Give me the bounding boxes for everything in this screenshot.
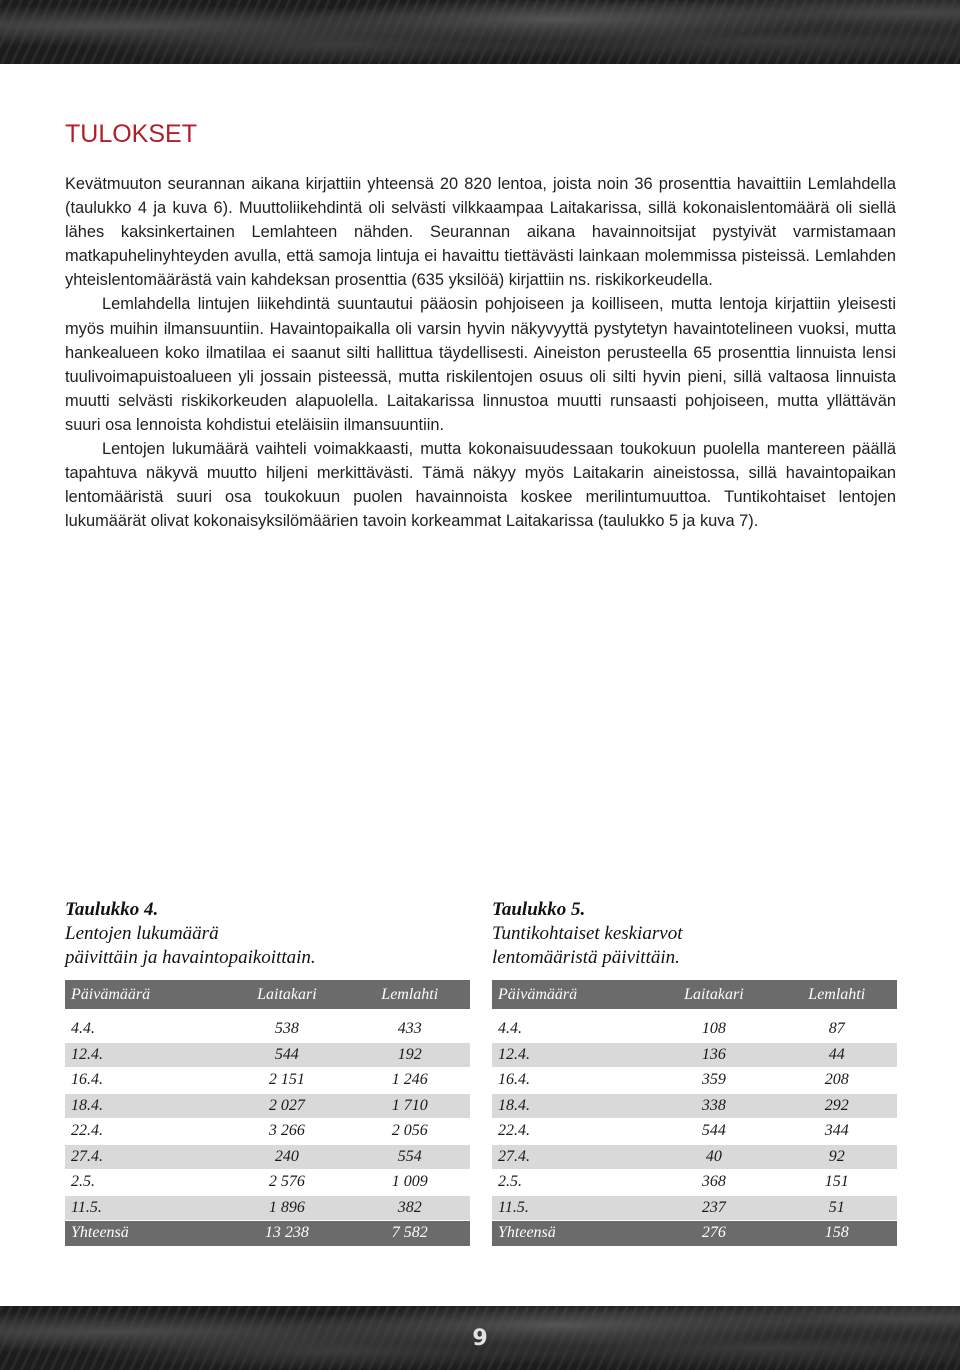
table-row <box>65 1068 470 1094</box>
lemlahti-cell: 1 710 <box>350 1093 471 1119</box>
total-laitakari-cell: 276 <box>651 1221 776 1246</box>
table-5-caption-line-2: lentomääristä päivittäin. <box>492 947 680 968</box>
lemlahti-cell: 51 <box>777 1195 898 1221</box>
laitakari-cell: 538 <box>224 1013 349 1042</box>
table-5-header-row <box>492 980 897 1013</box>
paragraph-2: Lemlahdella lintujen liikehdintä suuntautui pääosin pohjoiseen ja koilliseen, mutta lentoja kirjattiin yleisesti myös muihin ilmansuuntiin. Havaintopaikalla oli varsin hyvin näkyvyyttä pystytetyn havaintotelineen vuoksi, mutta hankealueen koko ilmatilaa ei saanut silti hallittua täydellisesti. Aineiston perusteella 65 prosenttia linnuista lensi tuulivoimapuistoalueen yli jossain pisteessä, mutta riskilentojen osuus oli silti hyvin pieni, sillä valtaosa linnuista muutti selvästi riskikorkeuden alapuolella. Laitakarissa linnustoa muutti runsaasti pohjoiseen, mutta yllättävän suuri osa lennoista kohdistui eteläisiin ilmansuuntiin. <box>65 295 896 434</box>
date-cell: 16.4. <box>492 1068 651 1094</box>
table-4-caption-line-2: päivittäin ja havaintopaikoittain. <box>65 947 316 968</box>
table-4 <box>65 980 470 1246</box>
table-4-block <box>65 898 470 1242</box>
table-row <box>65 1195 470 1221</box>
date-cell: 22.4. <box>492 1119 651 1145</box>
date-cell: 18.4. <box>65 1093 224 1119</box>
date-cell: 4.4. <box>65 1013 224 1042</box>
table-total-row <box>492 1221 897 1246</box>
lemlahti-cell: 1 246 <box>350 1068 471 1094</box>
date-cell: 22.4. <box>65 1119 224 1145</box>
lemlahti-cell: 87 <box>777 1013 898 1042</box>
table-4-caption-line-1: Lentojen lukumäärä <box>65 923 219 944</box>
laitakari-cell: 3 266 <box>224 1119 349 1145</box>
total-laitakari-cell: 13 238 <box>224 1221 349 1246</box>
total-lemlahti-cell: 7 582 <box>350 1221 471 1246</box>
lemlahti-cell: 554 <box>350 1144 471 1170</box>
column-header-lemlahti: Lemlahti <box>350 980 471 1013</box>
section-title: TULOKSET <box>65 120 197 148</box>
table-row <box>492 1144 897 1170</box>
date-cell: 12.4. <box>492 1042 651 1068</box>
table-row <box>65 1144 470 1170</box>
table-5-caption-line-1: Tuntikohtaiset keskiarvot <box>492 923 683 944</box>
table-row <box>65 1170 470 1196</box>
lemlahti-cell: 208 <box>777 1068 898 1094</box>
lemlahti-cell: 1 009 <box>350 1170 471 1196</box>
lemlahti-cell: 382 <box>350 1195 471 1221</box>
laitakari-cell: 2 576 <box>224 1170 349 1196</box>
lemlahti-cell: 44 <box>777 1042 898 1068</box>
table-row <box>492 1170 897 1196</box>
page-number: 9 <box>472 1326 488 1351</box>
table-5 <box>492 980 897 1246</box>
total-lemlahti-cell: 158 <box>777 1221 898 1246</box>
laitakari-cell: 2 027 <box>224 1093 349 1119</box>
table-row <box>492 1195 897 1221</box>
laitakari-cell: 544 <box>224 1042 349 1068</box>
lemlahti-cell: 292 <box>777 1093 898 1119</box>
laitakari-cell: 108 <box>651 1013 776 1042</box>
column-header-date: Päivämäärä <box>492 980 651 1013</box>
paragraph-1: Kevätmuuton seurannan aikana kirjattiin yhteensä 20 820 lentoa, joista noin 36 prosenttia havaittiin Lemlahdella (taulukko 4 ja kuva 6). Muuttoliikehdintä oli selvästi vilkkaampaa Laitakarissa, sillä kokonaislentomäärä oli siellä lähes kaksinkertainen Lemlahteen nähden. Seurannan aikana havainnoitsijat pystyivät varmistamaan matkapuhelinyhteyden avulla, että samoja lintuja ei havaittu tiettävästi lainkaan molemmissa pisteissä. Lemlahden yhteislentomäärästä vain kahdeksan prosenttia (635 yksilöä) kirjattiin ns. riskikorkeudella. <box>65 175 896 290</box>
body-text <box>65 172 896 533</box>
footer-texture-band <box>0 1306 960 1370</box>
column-header-date: Päivämäärä <box>65 980 224 1013</box>
column-header-lemlahti: Lemlahti <box>777 980 898 1013</box>
column-header-laitakari: Laitakari <box>651 980 776 1013</box>
lemlahti-cell: 151 <box>777 1170 898 1196</box>
laitakari-cell: 237 <box>651 1195 776 1221</box>
date-cell: 2.5. <box>65 1170 224 1196</box>
laitakari-cell: 544 <box>651 1119 776 1145</box>
table-row <box>492 1013 897 1042</box>
laitakari-cell: 338 <box>651 1093 776 1119</box>
table-row <box>492 1093 897 1119</box>
laitakari-cell: 368 <box>651 1170 776 1196</box>
column-header-laitakari: Laitakari <box>224 980 349 1013</box>
lemlahti-cell: 2 056 <box>350 1119 471 1145</box>
table-row <box>65 1013 470 1042</box>
date-cell: 4.4. <box>492 1013 651 1042</box>
laitakari-cell: 136 <box>651 1042 776 1068</box>
header-texture-band <box>0 0 960 64</box>
date-cell: 11.5. <box>492 1195 651 1221</box>
table-row <box>492 1119 897 1145</box>
lemlahti-cell: 433 <box>350 1013 471 1042</box>
laitakari-cell: 240 <box>224 1144 349 1170</box>
table-row <box>65 1093 470 1119</box>
table-5-title: Taulukko 5. <box>492 899 586 920</box>
table-row <box>65 1119 470 1145</box>
table-row <box>492 1042 897 1068</box>
table-row <box>492 1068 897 1094</box>
paragraph-3: Lentojen lukumäärä vaihteli voimakkaasti, mutta kokonaisuudessaan toukokuun puolella mantereen päällä tapahtuva näkyvä muutto hiljeni merkittävästi. Tämä näkyy myös Laitakarin aineistossa, sillä havaintopaikan lentomääristä suuri osa toukokuun puolen havainnoista koskee merilintumuuttoa. Tuntikohtaiset lentojen lukumäärät olivat kokonaisyksilömäärien tavoin korkeammat Laitakarissa (taulukko 5 ja kuva 7). <box>65 440 896 531</box>
date-cell: 11.5. <box>65 1195 224 1221</box>
lemlahti-cell: 344 <box>777 1119 898 1145</box>
table-row <box>65 1042 470 1068</box>
total-label-cell: Yhteensä <box>65 1221 224 1246</box>
table-4-header-row <box>65 980 470 1013</box>
laitakari-cell: 1 896 <box>224 1195 349 1221</box>
total-label-cell: Yhteensä <box>492 1221 651 1246</box>
lemlahti-cell: 192 <box>350 1042 471 1068</box>
date-cell: 27.4. <box>65 1144 224 1170</box>
date-cell: 12.4. <box>65 1042 224 1068</box>
date-cell: 27.4. <box>492 1144 651 1170</box>
table-total-row <box>65 1221 470 1246</box>
date-cell: 16.4. <box>65 1068 224 1094</box>
laitakari-cell: 40 <box>651 1144 776 1170</box>
lemlahti-cell: 92 <box>777 1144 898 1170</box>
laitakari-cell: 2 151 <box>224 1068 349 1094</box>
date-cell: 2.5. <box>492 1170 651 1196</box>
table-4-title: Taulukko 4. <box>65 899 159 920</box>
date-cell: 18.4. <box>492 1093 651 1119</box>
table-5-block <box>492 898 897 1242</box>
laitakari-cell: 359 <box>651 1068 776 1094</box>
